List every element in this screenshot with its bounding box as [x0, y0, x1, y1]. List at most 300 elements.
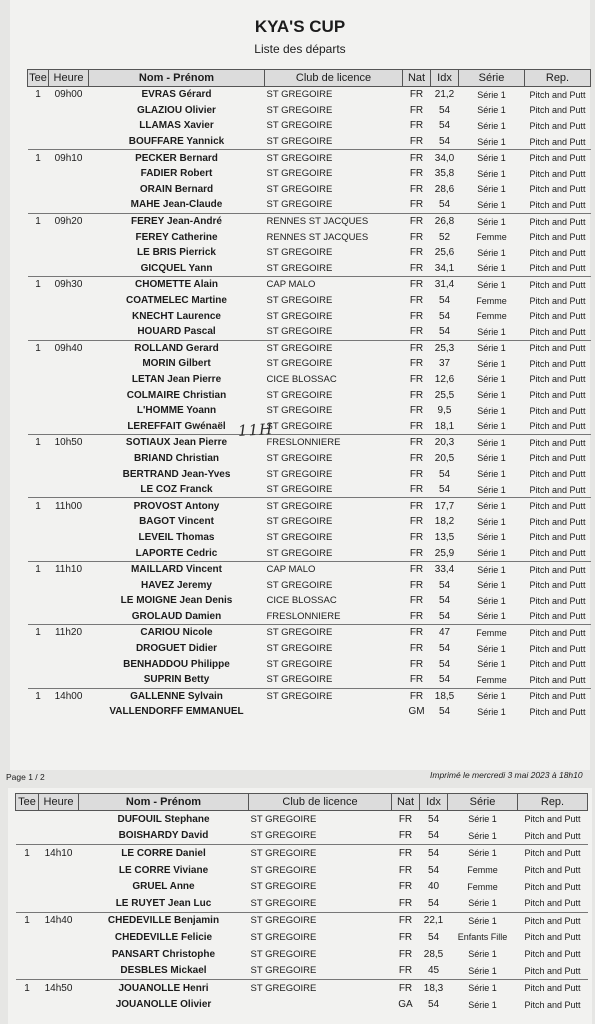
- tee-reference: Pitch and Putt: [524, 949, 581, 960]
- time-cell: 14h00: [49, 688, 89, 704]
- time-cell: [49, 229, 89, 245]
- nationality: FR: [409, 373, 424, 385]
- time-cell: [49, 545, 89, 561]
- tee-cell: [28, 656, 49, 672]
- tee-cell: [28, 293, 49, 309]
- series: Série 1: [477, 247, 506, 258]
- handicap-index: 54: [438, 595, 451, 607]
- club-name: FRESLONNIERE: [266, 610, 341, 622]
- time-cell: 14h10: [39, 845, 79, 862]
- club-name: ST GREGOIRE: [249, 845, 392, 862]
- player-name: LE CORRE Viviane: [118, 864, 209, 876]
- series: Série 1: [477, 120, 506, 131]
- nationality: FR: [403, 277, 431, 293]
- page-1: [10, 0, 590, 770]
- handicap-index: 18,3: [420, 979, 448, 996]
- tee-cell: [28, 308, 49, 324]
- tee-reference: Pitch and Putt: [529, 184, 586, 195]
- time-cell: 11h00: [49, 498, 89, 514]
- handicap-index: 54: [438, 120, 451, 132]
- tee-cell: 1: [16, 912, 39, 929]
- tee-cell: 1: [28, 688, 49, 704]
- nationality: FR: [398, 948, 413, 960]
- player-name: COLMAIRE Christian: [126, 389, 227, 401]
- handicap-index: 52: [438, 231, 451, 243]
- tee-cell: [28, 545, 49, 561]
- player-name: GICQUEL Yann: [140, 262, 213, 274]
- time-cell: [49, 245, 89, 261]
- player-name: LE MOIGNE Jean Denis: [120, 595, 233, 607]
- player-name: FEREY Catherine: [135, 231, 218, 243]
- nationality: FR: [403, 150, 431, 166]
- tee-reference: Pitch and Putt: [525, 688, 591, 704]
- player-name: GROLAUD Damien: [131, 610, 222, 622]
- handicap-index: 17,7: [431, 498, 459, 514]
- time-cell: [39, 862, 79, 879]
- nationality: FR: [392, 912, 420, 929]
- nationality: FR: [409, 468, 424, 480]
- club-name: ST GREGOIRE: [250, 948, 317, 960]
- header-heure: Heure: [49, 70, 89, 87]
- player-name: HOUARD Pascal: [137, 326, 216, 338]
- handicap-index: 54: [427, 897, 440, 909]
- tee-reference: Pitch and Putt: [529, 532, 586, 543]
- handicap-index: 40: [427, 881, 440, 893]
- series: Série 1: [468, 898, 497, 909]
- handicap-index: 25,3: [431, 340, 459, 356]
- header-heure: Heure: [39, 794, 79, 811]
- page-number: Page 1 / 2: [6, 772, 45, 782]
- time-cell: [49, 403, 89, 419]
- table-row: [16, 828, 588, 845]
- table-row: [28, 577, 591, 593]
- player-name: PANSART Christophe: [111, 948, 216, 960]
- tee-cell: [28, 451, 49, 467]
- handicap-index: 54: [427, 931, 440, 943]
- handicap-index: 54: [420, 845, 448, 862]
- player-name: FEREY Jean-André: [89, 213, 265, 229]
- series: Série 1: [477, 706, 506, 717]
- series: Série 1: [477, 484, 506, 495]
- series: Série 1: [477, 595, 506, 606]
- club-name: ST GREGOIRE: [249, 979, 392, 996]
- handicap-index: 25,6: [434, 247, 455, 259]
- tee-reference: Pitch and Putt: [529, 295, 586, 306]
- club-name: ST GREGOIRE: [265, 150, 403, 166]
- table-row: [16, 895, 588, 912]
- tee-reference: Pitch and Putt: [529, 421, 586, 432]
- nationality: FR: [409, 358, 424, 370]
- nationality: FR: [409, 674, 424, 686]
- club-name: ST GREGOIRE: [250, 830, 317, 842]
- club-name: ST GREGOIRE: [250, 897, 317, 909]
- table-row: [28, 545, 591, 561]
- player-name: LAPORTE Cedric: [135, 547, 218, 559]
- table-row: [28, 514, 591, 530]
- time-cell: [49, 261, 89, 277]
- tee-reference: Pitch and Putt: [529, 453, 586, 464]
- time-cell: [39, 878, 79, 895]
- club-name: ST GREGOIRE: [266, 262, 333, 274]
- tee-reference: Pitch and Putt: [529, 643, 586, 654]
- handicap-index: 54: [438, 104, 451, 116]
- handicap-index: 54: [438, 484, 451, 496]
- nationality: FR: [403, 561, 431, 577]
- nationality: FR: [409, 310, 424, 322]
- club-name: ST GREGOIRE: [266, 405, 333, 417]
- time-cell: [49, 514, 89, 530]
- handicap-index: 9,5: [437, 405, 452, 417]
- time-cell: 10h50: [49, 435, 89, 451]
- time-cell: [49, 482, 89, 498]
- tee-reference: Pitch and Putt: [524, 881, 581, 892]
- time-cell: [49, 134, 89, 150]
- tee-cell: [16, 946, 39, 963]
- time-cell: [49, 672, 89, 688]
- handicap-index: 18,2: [434, 516, 455, 528]
- header-idx: Idx: [420, 794, 448, 811]
- club-name: ST GREGOIRE: [250, 864, 317, 876]
- table-row: [28, 340, 591, 356]
- tee-reference: Pitch and Putt: [524, 898, 581, 909]
- table-row: [28, 103, 591, 119]
- tee-cell: [28, 372, 49, 388]
- nationality: FR: [398, 813, 413, 825]
- tee-reference: Pitch and Putt: [524, 999, 581, 1010]
- series: Femme: [467, 881, 498, 892]
- tee-reference: Pitch and Putt: [529, 405, 586, 416]
- series: Série 1: [477, 326, 506, 337]
- table-header-row: [28, 70, 591, 87]
- club-name: RENNES ST JACQUES: [266, 231, 369, 243]
- nationality: FR: [392, 979, 420, 996]
- nationality: FR: [409, 595, 424, 607]
- nationality: FR: [398, 931, 413, 943]
- time-cell: 11h20: [49, 625, 89, 641]
- time-cell: [49, 182, 89, 198]
- time-cell: [49, 609, 89, 625]
- player-name: ROLLAND Gerard: [89, 340, 265, 356]
- header-club: Club de licence: [249, 794, 392, 811]
- tee-reference: Pitch and Putt: [529, 595, 586, 606]
- series: Série 1: [459, 498, 525, 514]
- page-2: [8, 788, 592, 1024]
- club-name: ST GREGOIRE: [266, 658, 333, 670]
- series: Série 1: [477, 643, 506, 654]
- player-name: CHEDEVILLE Benjamin: [79, 912, 249, 929]
- time-cell: [39, 929, 79, 946]
- club-name: CICE BLOSSAC: [266, 373, 337, 385]
- series: Série 1: [477, 516, 506, 527]
- tee-reference: Pitch and Putt: [529, 263, 586, 274]
- tee-cell: [28, 245, 49, 261]
- tee-reference: Pitch and Putt: [529, 358, 586, 369]
- player-name: LE BRIS Pierrick: [137, 247, 216, 259]
- table-row: [28, 308, 591, 324]
- player-name: JOUANOLLE Henri: [79, 979, 249, 996]
- player-name: GALLENNE Sylvain: [89, 688, 265, 704]
- tee-reference: Pitch and Putt: [529, 89, 586, 100]
- time-cell: [49, 103, 89, 119]
- table-row: [28, 150, 591, 166]
- player-name: GRUEL Anne: [132, 881, 195, 893]
- time-cell: [49, 530, 89, 546]
- series: Série 1: [477, 374, 506, 385]
- table-row: [28, 593, 591, 609]
- player-name: CHOMETTE Alain: [89, 277, 265, 293]
- tee-cell: [28, 577, 49, 593]
- tee-cell: [28, 261, 49, 277]
- player-name: LEVEIL Thomas: [138, 531, 215, 543]
- player-name: LLAMAS Xavier: [139, 120, 214, 132]
- tee-reference: Pitch and Putt: [529, 706, 586, 717]
- header-serie: Série: [459, 70, 525, 87]
- time-cell: [39, 895, 79, 912]
- table-row: [28, 435, 591, 451]
- tee-cell: 1: [16, 979, 39, 996]
- table-row: [28, 561, 591, 577]
- series: Série 1: [477, 659, 506, 670]
- tee-reference: Pitch and Putt: [525, 150, 591, 166]
- tee-reference: Pitch and Putt: [525, 435, 591, 451]
- nationality: FR: [409, 199, 424, 211]
- club-name: RENNES ST JACQUES: [265, 213, 403, 229]
- nationality: FR: [403, 498, 431, 514]
- handicap-index: 54: [438, 468, 451, 480]
- tee-cell: [28, 118, 49, 134]
- tee-cell: [28, 387, 49, 403]
- club-name: ST GREGOIRE: [266, 531, 333, 543]
- club-name: ST GREGOIRE: [266, 326, 333, 338]
- nationality: FR: [409, 643, 424, 655]
- nationality: FR: [409, 516, 424, 528]
- table-row: [28, 625, 591, 641]
- tee-cell: [28, 609, 49, 625]
- header-tee: Tee: [28, 70, 49, 87]
- club-name: ST GREGOIRE: [266, 183, 333, 195]
- tee-cell: [28, 466, 49, 482]
- tee-cell: [16, 828, 39, 845]
- club-name: ST GREGOIRE: [265, 498, 403, 514]
- nationality: FR: [409, 120, 424, 132]
- tee-reference: Pitch and Putt: [529, 374, 586, 385]
- player-name: HAVEZ Jeremy: [141, 579, 212, 591]
- club-name: ST GREGOIRE: [250, 965, 317, 977]
- tee-cell: [28, 593, 49, 609]
- time-cell: 09h30: [49, 277, 89, 293]
- header-rep: Rep.: [525, 70, 591, 87]
- player-name: MORIN Gilbert: [142, 358, 211, 370]
- time-cell: [49, 656, 89, 672]
- player-name: PROVOST Antony: [89, 498, 265, 514]
- nationality: GA: [398, 999, 413, 1011]
- series: Série 1: [468, 965, 497, 976]
- handicap-index: 35,8: [434, 168, 455, 180]
- table-row: [16, 878, 588, 895]
- tee-cell: [28, 418, 49, 434]
- club-name: ST GREGOIRE: [266, 295, 333, 307]
- player-name: BOISHARDY David: [118, 830, 209, 842]
- tee-reference: Pitch and Putt: [518, 912, 588, 929]
- player-name: DUFOUIL Stephane: [117, 813, 210, 825]
- handicap-index: 54: [438, 610, 451, 622]
- handicap-index: 20,5: [434, 452, 455, 464]
- tee-cell: [28, 103, 49, 119]
- player-name: BAGOT Vincent: [139, 516, 214, 528]
- nationality: FR: [403, 340, 431, 356]
- nationality: FR: [398, 881, 413, 893]
- tee-reference: Pitch and Putt: [529, 390, 586, 401]
- club-name: FRESLONNIERE: [265, 435, 403, 451]
- nationality: FR: [403, 625, 431, 641]
- table-row: [28, 403, 591, 419]
- series: Femme: [476, 311, 507, 322]
- handicap-index: 18,1: [434, 420, 455, 432]
- print-date: Imprimé le mercredi 3 mai 2023 à 18h10: [430, 770, 583, 780]
- table-row: [28, 656, 591, 672]
- table-row: [28, 451, 591, 467]
- time-cell: [49, 118, 89, 134]
- club-name: ST GREGOIRE: [266, 420, 333, 432]
- header-club: Club de licence: [265, 70, 403, 87]
- handicap-index: 54: [438, 706, 451, 718]
- time-cell: [39, 997, 79, 1014]
- tee-reference: Pitch and Putt: [529, 136, 586, 147]
- player-name: FADIER Robert: [140, 168, 213, 180]
- player-name: JOUANOLLE Olivier: [115, 999, 212, 1011]
- time-cell: [39, 811, 79, 828]
- tee-reference: Pitch and Putt: [524, 965, 581, 976]
- header-nom: Nom - Prénom: [89, 70, 265, 87]
- time-cell: [49, 308, 89, 324]
- club-name: ST GREGOIRE: [265, 625, 403, 641]
- table-row: [28, 261, 591, 277]
- table-row: [28, 609, 591, 625]
- nationality: FR: [398, 965, 413, 977]
- tee-cell: 1: [16, 845, 39, 862]
- nationality: FR: [409, 579, 424, 591]
- player-name: COATMELEC Martine: [126, 295, 227, 307]
- table-row: [28, 182, 591, 198]
- tee-reference: Pitch and Putt: [529, 311, 586, 322]
- series: Femme: [476, 295, 507, 306]
- time-cell: 09h00: [54, 89, 83, 101]
- series: Série 1: [459, 561, 525, 577]
- club-name: ST GREGOIRE: [266, 89, 333, 101]
- series: Série 1: [477, 358, 506, 369]
- series: Série 1: [477, 405, 506, 416]
- nationality: FR: [398, 897, 413, 909]
- header-idx: Idx: [431, 70, 459, 87]
- table-row: [16, 979, 588, 996]
- table-row: [28, 387, 591, 403]
- tee-reference: Pitch and Putt: [524, 814, 581, 825]
- player-name: BOUFFARE Yannick: [128, 136, 225, 148]
- time-cell: [39, 946, 79, 963]
- table-row: [28, 418, 591, 434]
- club-name: CAP MALO: [265, 561, 403, 577]
- nationality: FR: [392, 845, 420, 862]
- nationality: FR: [403, 435, 431, 451]
- tee-cell: [28, 641, 49, 657]
- player-name: LE COZ Franck: [140, 484, 213, 496]
- table-row: [16, 862, 588, 879]
- tee-reference: Pitch and Putt: [525, 625, 591, 641]
- tee-reference: Pitch and Putt: [529, 674, 586, 685]
- tee-reference: Pitch and Putt: [529, 247, 586, 258]
- player-name: LETAN Jean Pierre: [131, 373, 222, 385]
- table-row: [28, 704, 591, 720]
- tee-reference: Pitch and Putt: [529, 484, 586, 495]
- header-nom: Nom - Prénom: [79, 794, 249, 811]
- club-name: CAP MALO: [265, 277, 403, 293]
- series: Série 1: [448, 845, 518, 862]
- table-row: [28, 229, 591, 245]
- table-row: [28, 672, 591, 688]
- series: Série 1: [477, 89, 506, 100]
- series: Série 1: [477, 421, 506, 432]
- time-cell: [49, 356, 89, 372]
- tee-cell: [16, 895, 39, 912]
- club-name: ST GREGOIRE: [266, 310, 333, 322]
- handicap-index: 54: [438, 579, 451, 591]
- club-name: ST GREGOIRE: [266, 674, 333, 686]
- club-name: ST GREGOIRE: [266, 468, 333, 480]
- nationality: FR: [409, 136, 424, 148]
- tee-cell: [28, 166, 49, 182]
- tee-reference: Pitch and Putt: [525, 213, 591, 229]
- nationality: FR: [409, 247, 424, 259]
- series: Série 1: [477, 532, 506, 543]
- club-name: ST GREGOIRE: [265, 340, 403, 356]
- tee-reference: Pitch and Putt: [529, 516, 586, 527]
- tee-reference: Pitch and Putt: [518, 845, 588, 862]
- time-cell: 09h40: [49, 340, 89, 356]
- series: Série 1: [477, 263, 506, 274]
- series: Série 1: [459, 435, 525, 451]
- handicap-index: 54: [438, 310, 451, 322]
- tee-reference: Pitch and Putt: [524, 932, 581, 943]
- time-cell: [49, 704, 89, 720]
- handicap-index: 37: [438, 358, 451, 370]
- series: Série 1: [477, 136, 506, 147]
- series: Série 1: [477, 168, 506, 179]
- tee-cell: 1: [28, 277, 49, 293]
- time-cell: [49, 387, 89, 403]
- player-name: DESBLES Mickael: [120, 965, 207, 977]
- handicap-index: 54: [427, 864, 440, 876]
- table-row: [28, 213, 591, 229]
- table-row: [16, 912, 588, 929]
- series: Série 1: [477, 611, 506, 622]
- handicap-index: 47: [431, 625, 459, 641]
- time-cell: [49, 641, 89, 657]
- tee-cell: [28, 197, 49, 213]
- player-name: DROGUET Didier: [135, 643, 218, 655]
- nationality: FR: [409, 326, 424, 338]
- series: Série 1: [459, 213, 525, 229]
- handicap-index: 21,2: [434, 89, 455, 101]
- nationality: FR: [409, 231, 424, 243]
- series: Série 1: [477, 580, 506, 591]
- handicap-index: 54: [427, 813, 440, 825]
- nationality: FR: [409, 452, 424, 464]
- tee-cell: [28, 182, 49, 198]
- tee-cell: [28, 403, 49, 419]
- handicap-index: 13,5: [434, 531, 455, 543]
- tee-reference: Pitch and Putt: [529, 469, 586, 480]
- tee-reference: Pitch and Putt: [525, 277, 591, 293]
